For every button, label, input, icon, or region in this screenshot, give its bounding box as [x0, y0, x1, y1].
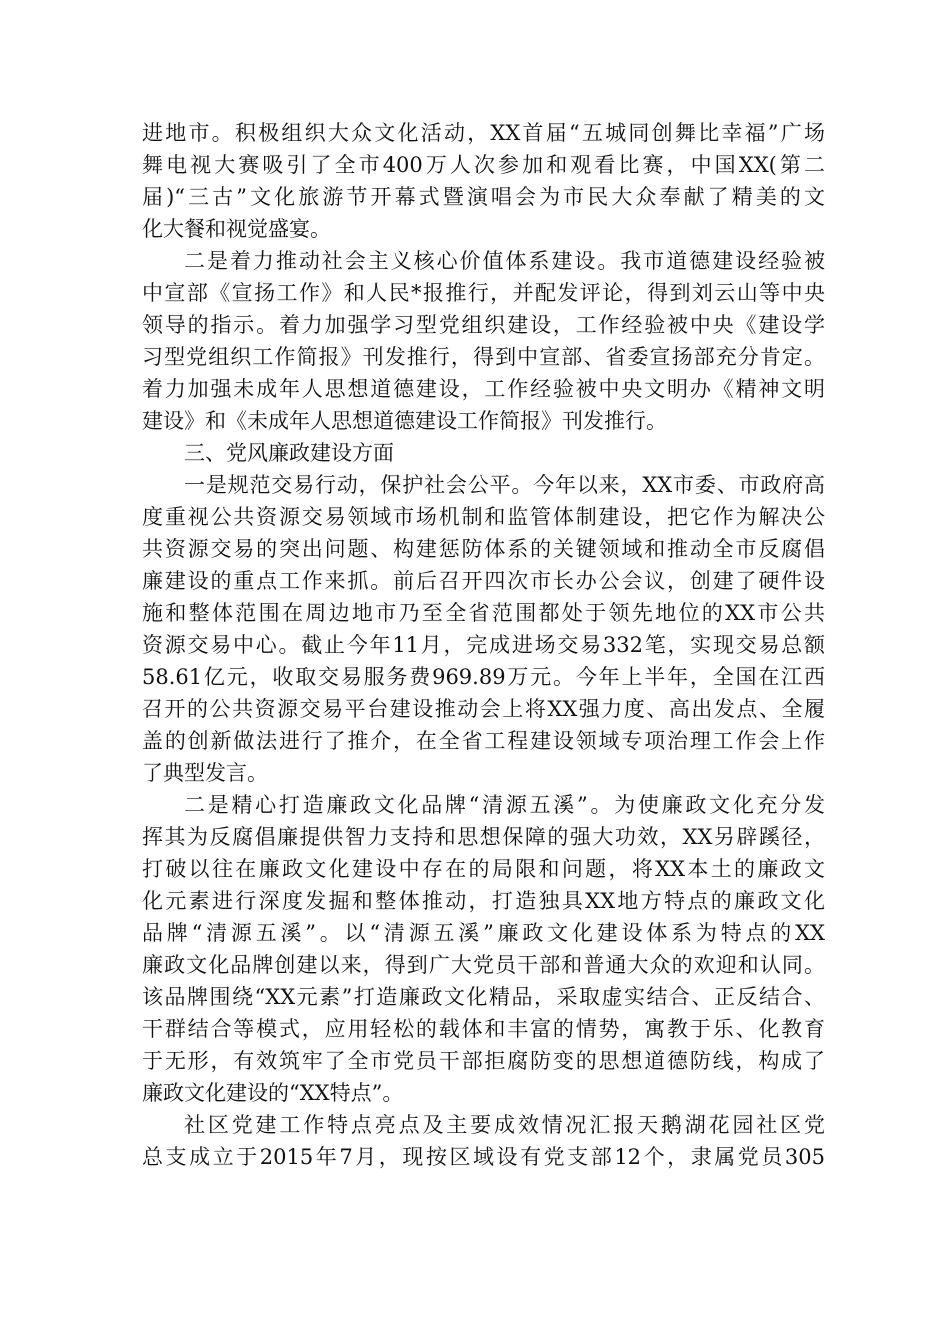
text-line: 资源交易中心。截止今年11月，完成进场交易332笔，实现交易总额 — [142, 633, 825, 657]
text-line: 盖的创新做法进行了推介，在全省工程建设领域专项治理工作会上作 — [142, 729, 825, 753]
text-line: 二是精心打造廉政文化品牌“清源五溪”。为使廉政文化充分发 — [184, 793, 825, 817]
text-line: 舞电视大赛吸引了全市400万人次参加和观看比赛，中国XX(第二 — [142, 153, 825, 177]
text-line: 58.61亿元，收取交易服务费969.89万元。今年上半年，全国在江西 — [142, 665, 825, 689]
text-line: 着力加强未成年人思想道德建设，工作经验被中央文明办《精神文明 — [142, 377, 825, 401]
text-line: 召开的公共资源交易平台建设推动会上将XX强力度、高出发点、全履 — [142, 697, 825, 721]
text-line: 廉政文化品牌创建以来，得到广大党员干部和普通大众的欢迎和认同。 — [142, 953, 825, 977]
text-line: 于无形，有效筑牢了全市党员干部拒腐防变的思想道德防线，构成了 — [142, 1049, 825, 1073]
text-line: 共资源交易的突出问题、构建惩防体系的关键领域和推动全市反腐倡 — [142, 537, 825, 561]
text-line: 施和整体范围在周边地市乃至全省范围都处于领先地位的XX市公共 — [142, 601, 825, 625]
text-line: 廉建设的重点工作来抓。前后召开四次市长办公会议，创建了硬件设 — [142, 569, 825, 593]
text-line: 该品牌围绕“XX元素”打造廉政文化精品，采取虚实结合、正反结合、 — [142, 985, 825, 1009]
text-line: 廉政文化建设的“XX特点”。 — [142, 1081, 404, 1105]
text-line: 一是规范交易行动，保护社会公平。今年以来，XX市委、市政府高 — [184, 473, 825, 497]
text-line: 领导的指示。着力加强学习型党组织建设，工作经验被中央《建设学 — [142, 313, 825, 337]
text-line: 了典型发言。 — [142, 761, 268, 785]
text-line: 挥其为反腐倡廉提供智力支持和思想保障的强大功效，XX另辟蹊径， — [142, 825, 825, 849]
text-line: 化大餐和视觉盛宴。 — [142, 217, 331, 241]
text-line: 届)“三古”文化旅游节开幕式暨演唱会为市民大众奉献了精美的文 — [142, 185, 825, 209]
text-line: 度重视公共资源交易领域市场机制和监管体制建设，把它作为解决公 — [142, 505, 825, 529]
text-line: 二是着力推动社会主义核心价值体系建设。我市道德建设经验被 — [184, 249, 825, 273]
text-line: 建设》和《未成年人思想道德建设工作简报》刊发推行。 — [142, 409, 667, 433]
text-line: 进地市。积极组织大众文化活动，XX首届“五城同创舞比幸福”广场 — [142, 121, 825, 145]
text-line: 干群结合等模式，应用轻松的载体和丰富的情势，寓教于乐、化教育 — [142, 1017, 825, 1041]
text-line: 化元素进行深度发掘和整体推动，打造独具XX地方特点的廉政文化 — [142, 889, 825, 913]
text-line: 三、党风廉政建设方面 — [184, 441, 394, 465]
text-line: 习型党组织工作简报》刊发推行，得到中宣部、省委宣扬部充分肯定。 — [142, 345, 825, 369]
text-line: 打破以往在廉政文化建设中存在的局限和问题，将XX本土的廉政文 — [142, 857, 825, 881]
text-line: 中宣部《宣扬工作》和人民*报推行，并配发评论，得到刘云山等中央 — [142, 281, 825, 305]
text-line: 总支成立于2015年7月，现按区域设有党支部12个，隶属党员305 — [142, 1145, 825, 1169]
text-line: 社区党建工作特点亮点及主要成效情况汇报天鹅湖花园社区党 — [184, 1113, 825, 1137]
document-body — [142, 117, 825, 1173]
text-line: 品牌“清源五溪”。以“清源五溪”廉政文化建设体系为特点的XX — [142, 921, 825, 945]
